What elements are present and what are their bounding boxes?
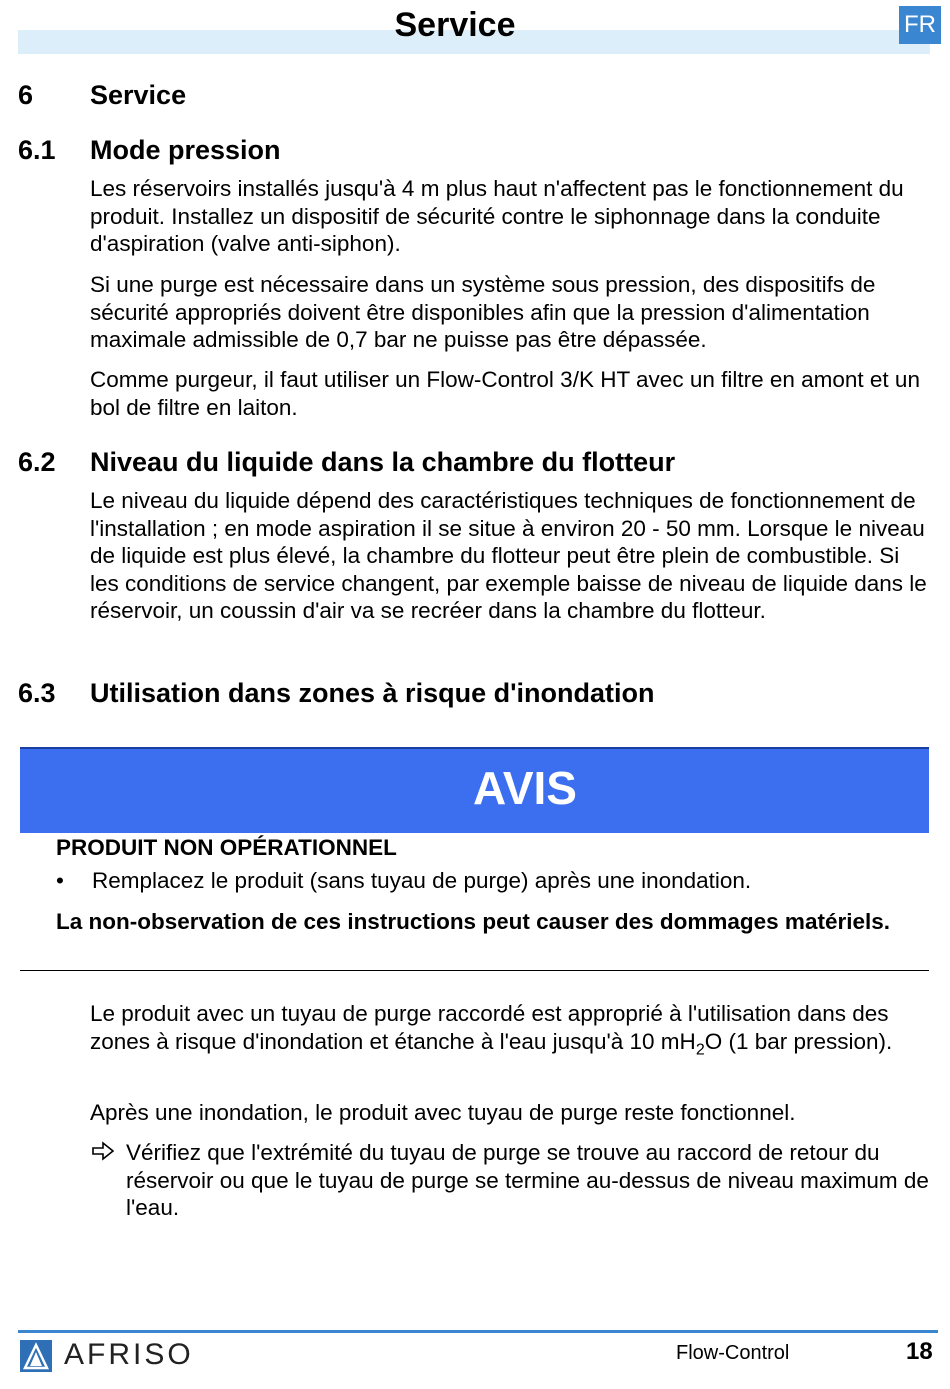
paragraph-niveau: Le niveau du liquide dépend des caractéristiques techniques de fonctionnement de l'installation ; en mode aspiration il se situe à environ 20 - 50 mm. Lorsque le niveau de liquide est plus élevé, la chambre du flotteur peut être plein de combustible. Si les conditions de service changent, par exemple baisse de niveau de liquide dans le réservoir, un coussin d'air va se recréer dans la chambre du flotteur. [90,488,927,623]
paragraph-text: Le produit avec un tuyau de purge raccordé est approprié à l'utilisation dans des zones à risque d'inondation et étanche à l'eau jusqu'à 10 mH [90,1001,889,1054]
arrow-right-outline-icon [90,1139,116,1170]
paragraph-text: O (1 bar pression). [704,1028,893,1054]
bullet-icon: • [56,868,64,893]
section-number: 6.2 [18,447,56,477]
section-title: Mode pression [90,135,281,165]
footer-product: Flow-Control [676,1342,790,1364]
brand-name: AFRISO [64,1338,194,1371]
notice-divider [20,970,929,971]
section-number: 6.3 [18,678,56,708]
notice-warning: La non-observation de ces instructions peut causer des dommages matériels. [56,909,890,934]
page-header-title: Service [394,6,516,44]
section-title: Utilisation dans zones à risque d'inondation [90,678,655,708]
notice-heading: PRODUIT NON OPÉRATIONNEL [56,835,397,860]
notice-bullet-text: Remplacez le produit (sans tuyau de purge) après une inondation. [92,868,752,893]
paragraph-pression-2: Si une purge est nécessaire dans un système sous pression, des dispositifs de sécurité appropriés doivent être disponibles afin que la pression d'alimentation maximale admissible de 0,7 bar ne puisse pas être dépassée. [90,272,876,352]
section-title: Service [90,80,187,110]
section-title: Niveau du liquide dans la chambre du flotteur [90,447,676,477]
instruction-text: Vérifiez que l'extrémité du tuyau de purge se trouve au raccord de retour du réservoir ou que le tuyau de purge se termine au-dessus de niveau maximum de l'eau. [126,1140,929,1220]
footer-rule [18,1330,938,1333]
paragraph-pression-1: Les réservoirs installés jusqu'à 4 m plus haut n'affectent pas le fonctionnement du produit. Installez un dispositif de sécurité contre le siphonnage dans la conduite d'aspiration (valve anti-siphon). [90,176,904,256]
section-number: 6 [18,80,34,110]
page-number: 18 [906,1338,933,1365]
language-badge: FR [899,6,941,44]
instruction-step [90,1139,930,1222]
paragraph-inondation-1 [90,1000,930,1064]
paragraph-inondation-2: Après une inondation, le produit avec tuyau de purge reste fonctionnel. [90,1100,796,1125]
afriso-logo-icon [20,1340,52,1372]
section-number: 6.1 [18,135,56,165]
paragraph-pression-3: Comme purgeur, il faut utiliser un Flow-Control 3/K HT avec un filtre en amont et un bol de filtre en laiton. [90,367,920,420]
notice-title: AVIS [473,762,577,814]
subscript: 2 [695,1041,705,1058]
notice-banner [20,747,929,833]
